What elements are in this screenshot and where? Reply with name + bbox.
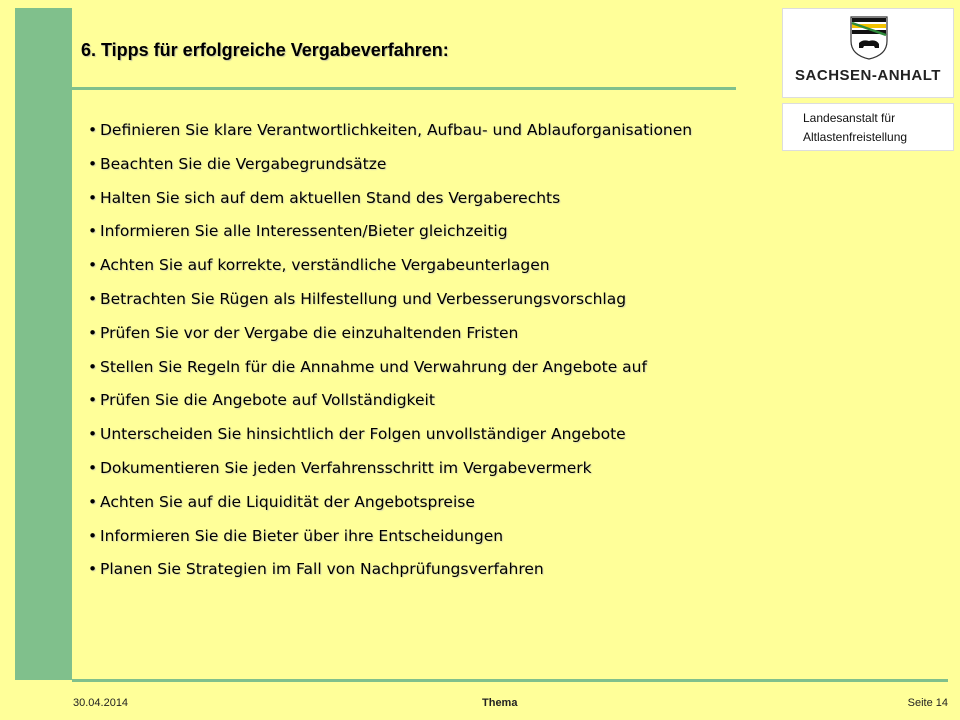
- list-item-text: Beachten Sie die Vergabegrundsätze: [100, 154, 387, 173]
- slide-title: 6. Tipps für erfolgreiche Vergabeverfahren:: [81, 40, 449, 60]
- agency-line-1: Landesanstalt für: [803, 111, 896, 125]
- list-item-text: Betrachten Sie Rügen als Hilfestellung und Verbesserungsvorschlag: [100, 289, 627, 308]
- bullet-icon: •: [88, 357, 98, 376]
- list-item: [88, 389, 748, 423]
- list-item-text: Prüfen Sie die Angebote auf Vollständigkeit: [100, 391, 435, 410]
- list-item-text: Informieren Sie die Bieter über ihre Entscheidungen: [100, 526, 504, 545]
- state-name: SACHSEN-ANHALT: [795, 67, 941, 84]
- list-item: [88, 187, 748, 221]
- bullet-icon: •: [88, 222, 98, 241]
- bullet-icon: •: [88, 391, 98, 410]
- bullet-icon: •: [88, 323, 98, 342]
- list-item: [88, 457, 748, 491]
- list-item-text: Unterscheiden Sie hinsichtlich der Folgen unvollständiger Angebote: [100, 425, 626, 444]
- state-logo: [782, 8, 954, 98]
- agency-line-2: Altlastenfreistellung: [803, 130, 908, 144]
- agency-label: [782, 103, 954, 151]
- list-item: [88, 220, 748, 254]
- list-item-text: Dokumentieren Sie jeden Verfahrensschritt im Vergabevermerk: [100, 458, 592, 477]
- bullet-icon: •: [88, 458, 98, 477]
- left-accent-bar: [15, 8, 72, 680]
- list-item-text: Achten Sie auf korrekte, verständliche Vergabeunterlagen: [100, 256, 550, 275]
- list-item: [88, 288, 748, 322]
- bullet-icon: •: [88, 121, 98, 139]
- bullet-icon: •: [88, 526, 98, 545]
- list-item: [88, 356, 748, 390]
- bullet-icon: •: [88, 256, 98, 275]
- footer-page-number: Seite 14: [907, 697, 948, 709]
- list-item-text: Informieren Sie alle Interessenten/Bieter gleichzeitig: [100, 222, 508, 241]
- list-item: [88, 491, 748, 525]
- footer-date: 30.04.2014: [73, 697, 129, 709]
- list-item: [88, 525, 748, 559]
- list-item-text: Halten Sie sich auf dem aktuellen Stand des Vergaberechts: [100, 188, 561, 207]
- bullet-icon: •: [88, 425, 98, 444]
- bullet-icon: •: [88, 560, 98, 579]
- list-item-text: Planen Sie Strategien im Fall von Nachprüfungsverfahren: [100, 560, 544, 579]
- bullet-icon: •: [88, 154, 98, 173]
- bullet-icon: •: [88, 188, 98, 207]
- list-item-text: Achten Sie auf die Liquidität der Angebotspreise: [100, 492, 475, 511]
- bullet-icon: •: [88, 289, 98, 308]
- list-item: [88, 119, 748, 153]
- footer-topic: Thema: [482, 697, 518, 709]
- list-item: [88, 558, 748, 592]
- list-item: [88, 254, 748, 288]
- coat-of-arms-icon: [849, 15, 889, 61]
- footer-divider: [72, 679, 948, 682]
- list-item: [88, 322, 748, 356]
- list-item: [88, 153, 748, 187]
- title-divider: [72, 87, 736, 90]
- bullet-icon: •: [88, 492, 98, 511]
- bullet-list: [88, 119, 748, 592]
- list-item-text: Definieren Sie klare Verantwortlichkeiten, Aufbau- und Ablauforganisationen: [100, 121, 693, 139]
- list-item: [88, 423, 748, 457]
- list-item-text: Prüfen Sie vor der Vergabe die einzuhaltenden Fristen: [100, 323, 519, 342]
- list-item-text: Stellen Sie Regeln für die Annahme und Verwahrung der Angebote auf: [100, 357, 647, 376]
